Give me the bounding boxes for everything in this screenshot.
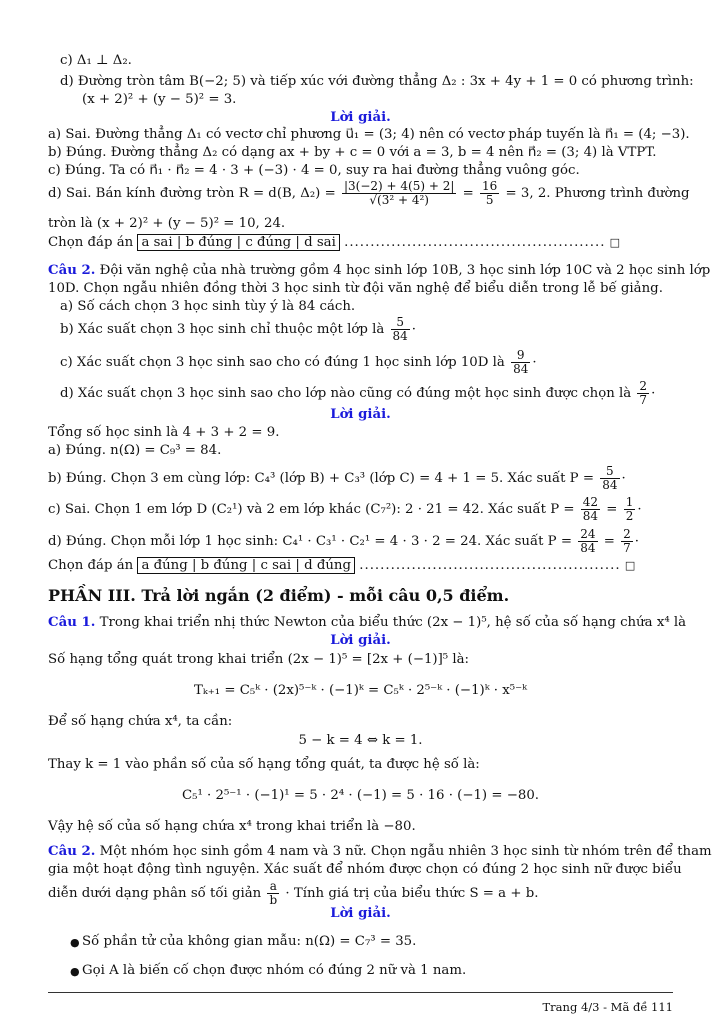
solution-line: c) Đúng. Ta có n⃗₁ · n⃗₂ = 4 · 3 + (−3) · 4 = 0, suy ra hai đường thẳng vuông góc. (48, 163, 580, 178)
answer-box: a đúng | b đúng | c sai | d đúng (137, 557, 355, 574)
answer-choice-row: Chọn đáp án a đúng | b đúng | c sai | d đúng .................................................. □ (48, 558, 636, 573)
solution-line: tròn là (x + 2)² + (y − 5)² = 10, 24. (48, 216, 286, 231)
solution-line: d) Đúng. Chọn mỗi lớp 1 học sinh: C₄¹ · C₃¹ · C₂¹ = 4 · 3 · 2 = 24. Xác suất P = $\frac{24}{84}$ = $\frac{2}{7}$ · (48, 527, 639, 555)
solution-line: b) Đúng. Đường thẳng Δ₂ có dạng ax + by + c = 0 với a = 3, b = 4 nên n⃗₂ = (3; 4) là VTPT. (48, 145, 657, 160)
solution-heading: Lời giải. (330, 906, 391, 921)
question-2-cont: gia một hoạt động tình nguyện. Xác suất để nhóm được chọn có đúng 2 học sinh nữ được biểu (48, 862, 682, 877)
formula: C₅¹ · 2⁵⁻¹ · (−1)¹ = 5 · 2⁴ · (−1) = 5 · 16 · (−1) = −80. (181, 788, 540, 803)
solution-line: c) Sai. Chọn 1 em lớp D (C₂¹) và 2 em lớp khác (C₇²): 2 · 21 = 42. Xác suất P = $\frac{42}{84}$ = $\frac{1}{2}$ · (48, 495, 642, 523)
solution-line: Vậy hệ số của số hạng chứa x⁴ trong khai triển là −80. (48, 819, 416, 834)
solution-line-fraction: d) Sai. Bán kính đường tròn R = d(B, Δ₂) = $\frac{|3(-2) + 4(5) + 2|}{\text{√(3² + 4²)}}$ = $\frac{16}{5}$ = 3, 2. Phương trình đường (48, 179, 690, 207)
formula: Tₖ₊₁ = C₅ᵏ · (2x)⁵⁻ᵏ · (−1)ᵏ = C₅ᵏ · 2⁵⁻ᵏ · (−1)ᵏ · x⁵⁻ᵏ (194, 683, 527, 698)
list-item: Gọi A là biến cố chọn được nhóm có đúng 2 nữ và 1 nam. (82, 963, 467, 978)
answer-choice-row: Chọn đáp án a sai | b đúng | c đúng | d sai .................................................. □ (48, 235, 621, 250)
answer-box: a sai | b đúng | c đúng | d sai (137, 234, 339, 251)
option-b: b) Xác suất chọn 3 học sinh chỉ thuộc một lớp là $\frac{5}{84}$ · (60, 315, 417, 343)
solution-line: a) Đúng. n(Ω) = C₉³ = 84. (48, 443, 222, 458)
qed-icon: □ (609, 236, 621, 249)
solution-line: a) Sai. Đường thẳng Δ₁ có vectơ chỉ phương u⃗₁ = (3; 4) nên có vectơ pháp tuyến là n⃗₁ = (4; −3). (48, 127, 690, 142)
solution-line: Thay k = 1 vào phần số của số hạng tổng quát, ta được hệ số là: (48, 757, 480, 772)
option-d: d) Xác suất chọn 3 học sinh sao cho lớp nào cũng có đúng một học sinh được chọn là $\frac{2}{7}$ · (60, 379, 656, 407)
solution-line: Để số hạng chứa x⁴, ta cần: (48, 714, 233, 729)
question-2-cont: 10D. Chọn ngẫu nhiên đồng thời 3 học sinh từ đội văn nghệ để biểu diễn trong lễ bế giảng. (48, 281, 663, 296)
page-footer: Trang 4/3 - Mã đề 111 (542, 1000, 673, 1014)
question-2: Câu 2. Đội văn nghệ của nhà trường gồm 4 học sinh lớp 10B, 3 học sinh lớp 10C và 2 học sinh lớp (48, 263, 711, 278)
solution-line: b) Đúng. Chọn 3 em cùng lớp: C₄³ (lớp B) + C₃³ (lớp C) = 4 + 1 = 5. Xác suất P = $\frac{5}{84}$ · (48, 464, 626, 492)
option-a: a) Số cách chọn 3 học sinh tùy ý là 84 cách. (60, 299, 356, 314)
footer-rule (48, 992, 673, 993)
option-c: c) Δ₁ ⊥ Δ₂. (60, 53, 132, 68)
qed-icon: □ (624, 559, 636, 572)
solution-line: Số hạng tổng quát trong khai triển (2x − 1)⁵ = [2x + (−1)]⁵ là: (48, 652, 470, 667)
solution-heading: Lời giải. (330, 407, 391, 422)
question-1: Câu 1. Trong khai triển nhị thức Newton của biểu thức (2x − 1)⁵, hệ số của số hạng chứa x⁴ là (48, 615, 687, 630)
question-2-cont: diễn dưới dạng phân số tối giản $\frac{a}{b}$ · Tính giá trị của biểu thức S = a + b. (48, 879, 539, 907)
section-heading: PHẦN III. Trả lời ngắn (2 điểm) - mỗi câu 0,5 điểm. (48, 586, 510, 605)
option-d: d) Đường tròn tâm B(−2; 5) và tiếp xúc với đường thẳng Δ₂ : 3x + 4y + 1 = 0 có phương trình: (60, 74, 694, 89)
fraction: $\frac{|3(-2) + 4(5) + 2|}{\text{√(3² + 4²)}}$ (343, 179, 455, 207)
bullet-icon: ● (70, 936, 80, 949)
option-c: c) Xác suất chọn 3 học sinh sao cho có đúng 1 học sinh lớp 10D là $\frac{9}{84}$ · (60, 348, 537, 376)
fraction: $\frac{16}{5}$ (482, 179, 498, 207)
list-item: Số phần tử của không gian mẫu: n(Ω) = C₇³ = 35. (82, 934, 417, 949)
solution-heading: Lời giải. (330, 110, 391, 125)
question-2: Câu 2. Một nhóm học sinh gồm 4 nam và 3 nữ. Chọn ngẫu nhiên 3 học sinh từ nhóm trên để tham (48, 844, 712, 859)
option-d-cont: (x + 2)² + (y − 5)² = 3. (82, 92, 237, 107)
solution-line: Tổng số học sinh là 4 + 3 + 2 = 9. (48, 425, 280, 440)
formula: 5 − k = 4 ⇔ k = 1. (298, 733, 423, 748)
solution-heading: Lời giải. (330, 633, 391, 648)
bullet-icon: ● (70, 965, 80, 978)
